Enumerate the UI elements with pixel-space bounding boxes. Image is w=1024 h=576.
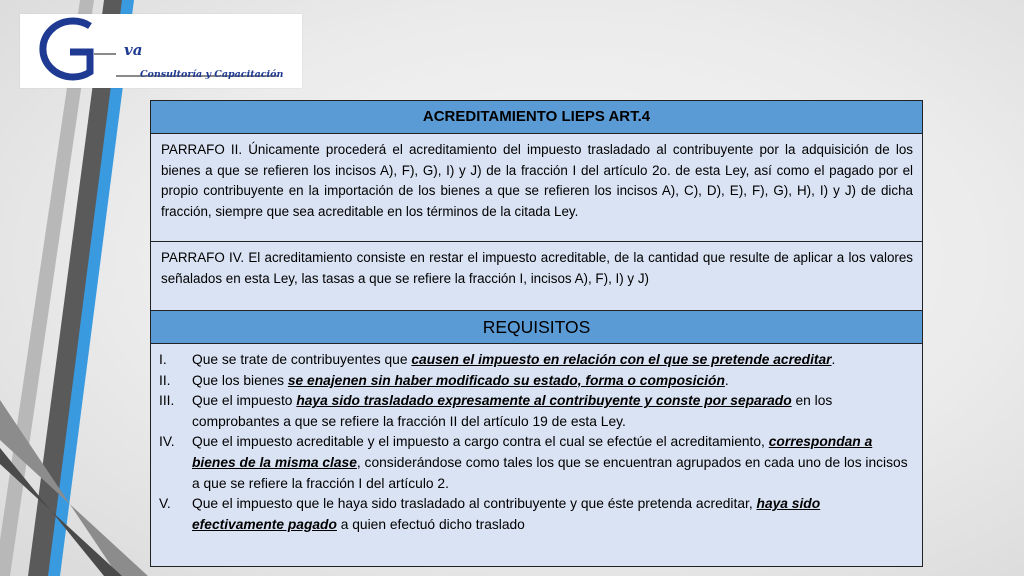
item-number: IV. <box>159 434 175 450</box>
acreditamiento-table <box>150 100 923 567</box>
list-item <box>159 391 912 432</box>
item-text: Que se trate de contribuyentes que causen el impuesto en relación con el que se pretende acreditar. <box>192 352 836 367</box>
item-text: Que el impuesto haya sido trasladado expresamente al contribuyente y conste por separado en los comprobantes a que se refiere la fracción II del artículo 19 de esta Ley. <box>192 393 833 429</box>
item-text: Que el impuesto que le haya sido trasladado al contribuyente y que éste pretenda acreditar, haya sido efectivamente pagado a quien efectuó dicho traslado <box>192 496 821 532</box>
logo-tagline: Consultoría y Capacitación <box>140 69 284 80</box>
paragraph-iv: PARRAFO IV. El acreditamiento consiste en restar el impuesto acreditable, de la cantidad que resulte de aplicar a los valores señalados en esta Ley, las tasas a que se refiere la fracción I, incisos A), F), I) y J) <box>151 242 922 311</box>
item-number: II. <box>159 372 171 388</box>
item-text: Que los bienes se enajenen sin haber modificado su estado, forma o composición. <box>192 372 729 388</box>
item-number: III. <box>159 393 175 409</box>
requirements-list <box>151 344 922 566</box>
item-number: V. <box>159 496 171 512</box>
table-title: ACREDITAMIENTO LIEPS ART.4 <box>151 101 922 134</box>
item-text: Que el impuesto acreditable y el impuesto a cargo contra el cual se efectúe el acreditamiento, correspondan a bienes de la misma clase, considerándose como tales los que se encuentran agrupados en cada uno de los incisos a que se refiere la fracción I del artículo 2. <box>192 434 908 491</box>
logo-letters: va <box>124 41 143 59</box>
requirements-title: REQUISITOS <box>151 311 922 344</box>
list-item <box>159 350 912 371</box>
paragraph-ii: PARRAFO II. Únicamente procederá el acreditamiento del impuesto trasladado al contribuyente por la adquisición de los bienes a que se refieren los incisos A), F), G), I) y J) de la fracción I del artículo 2o. de esta Ley, así como el pagado por el propio contribuyente en la importación de los bienes a que se refieren los incisos A), C), D), E), F), G), H), I) y J) de dicha fracción, siempre que sea acreditable en los términos de la citada Ley. <box>151 134 922 242</box>
item-number: I. <box>159 352 167 367</box>
list-item <box>159 371 912 392</box>
list-item <box>159 494 912 535</box>
list-item <box>159 432 912 494</box>
company-logo <box>20 14 302 88</box>
